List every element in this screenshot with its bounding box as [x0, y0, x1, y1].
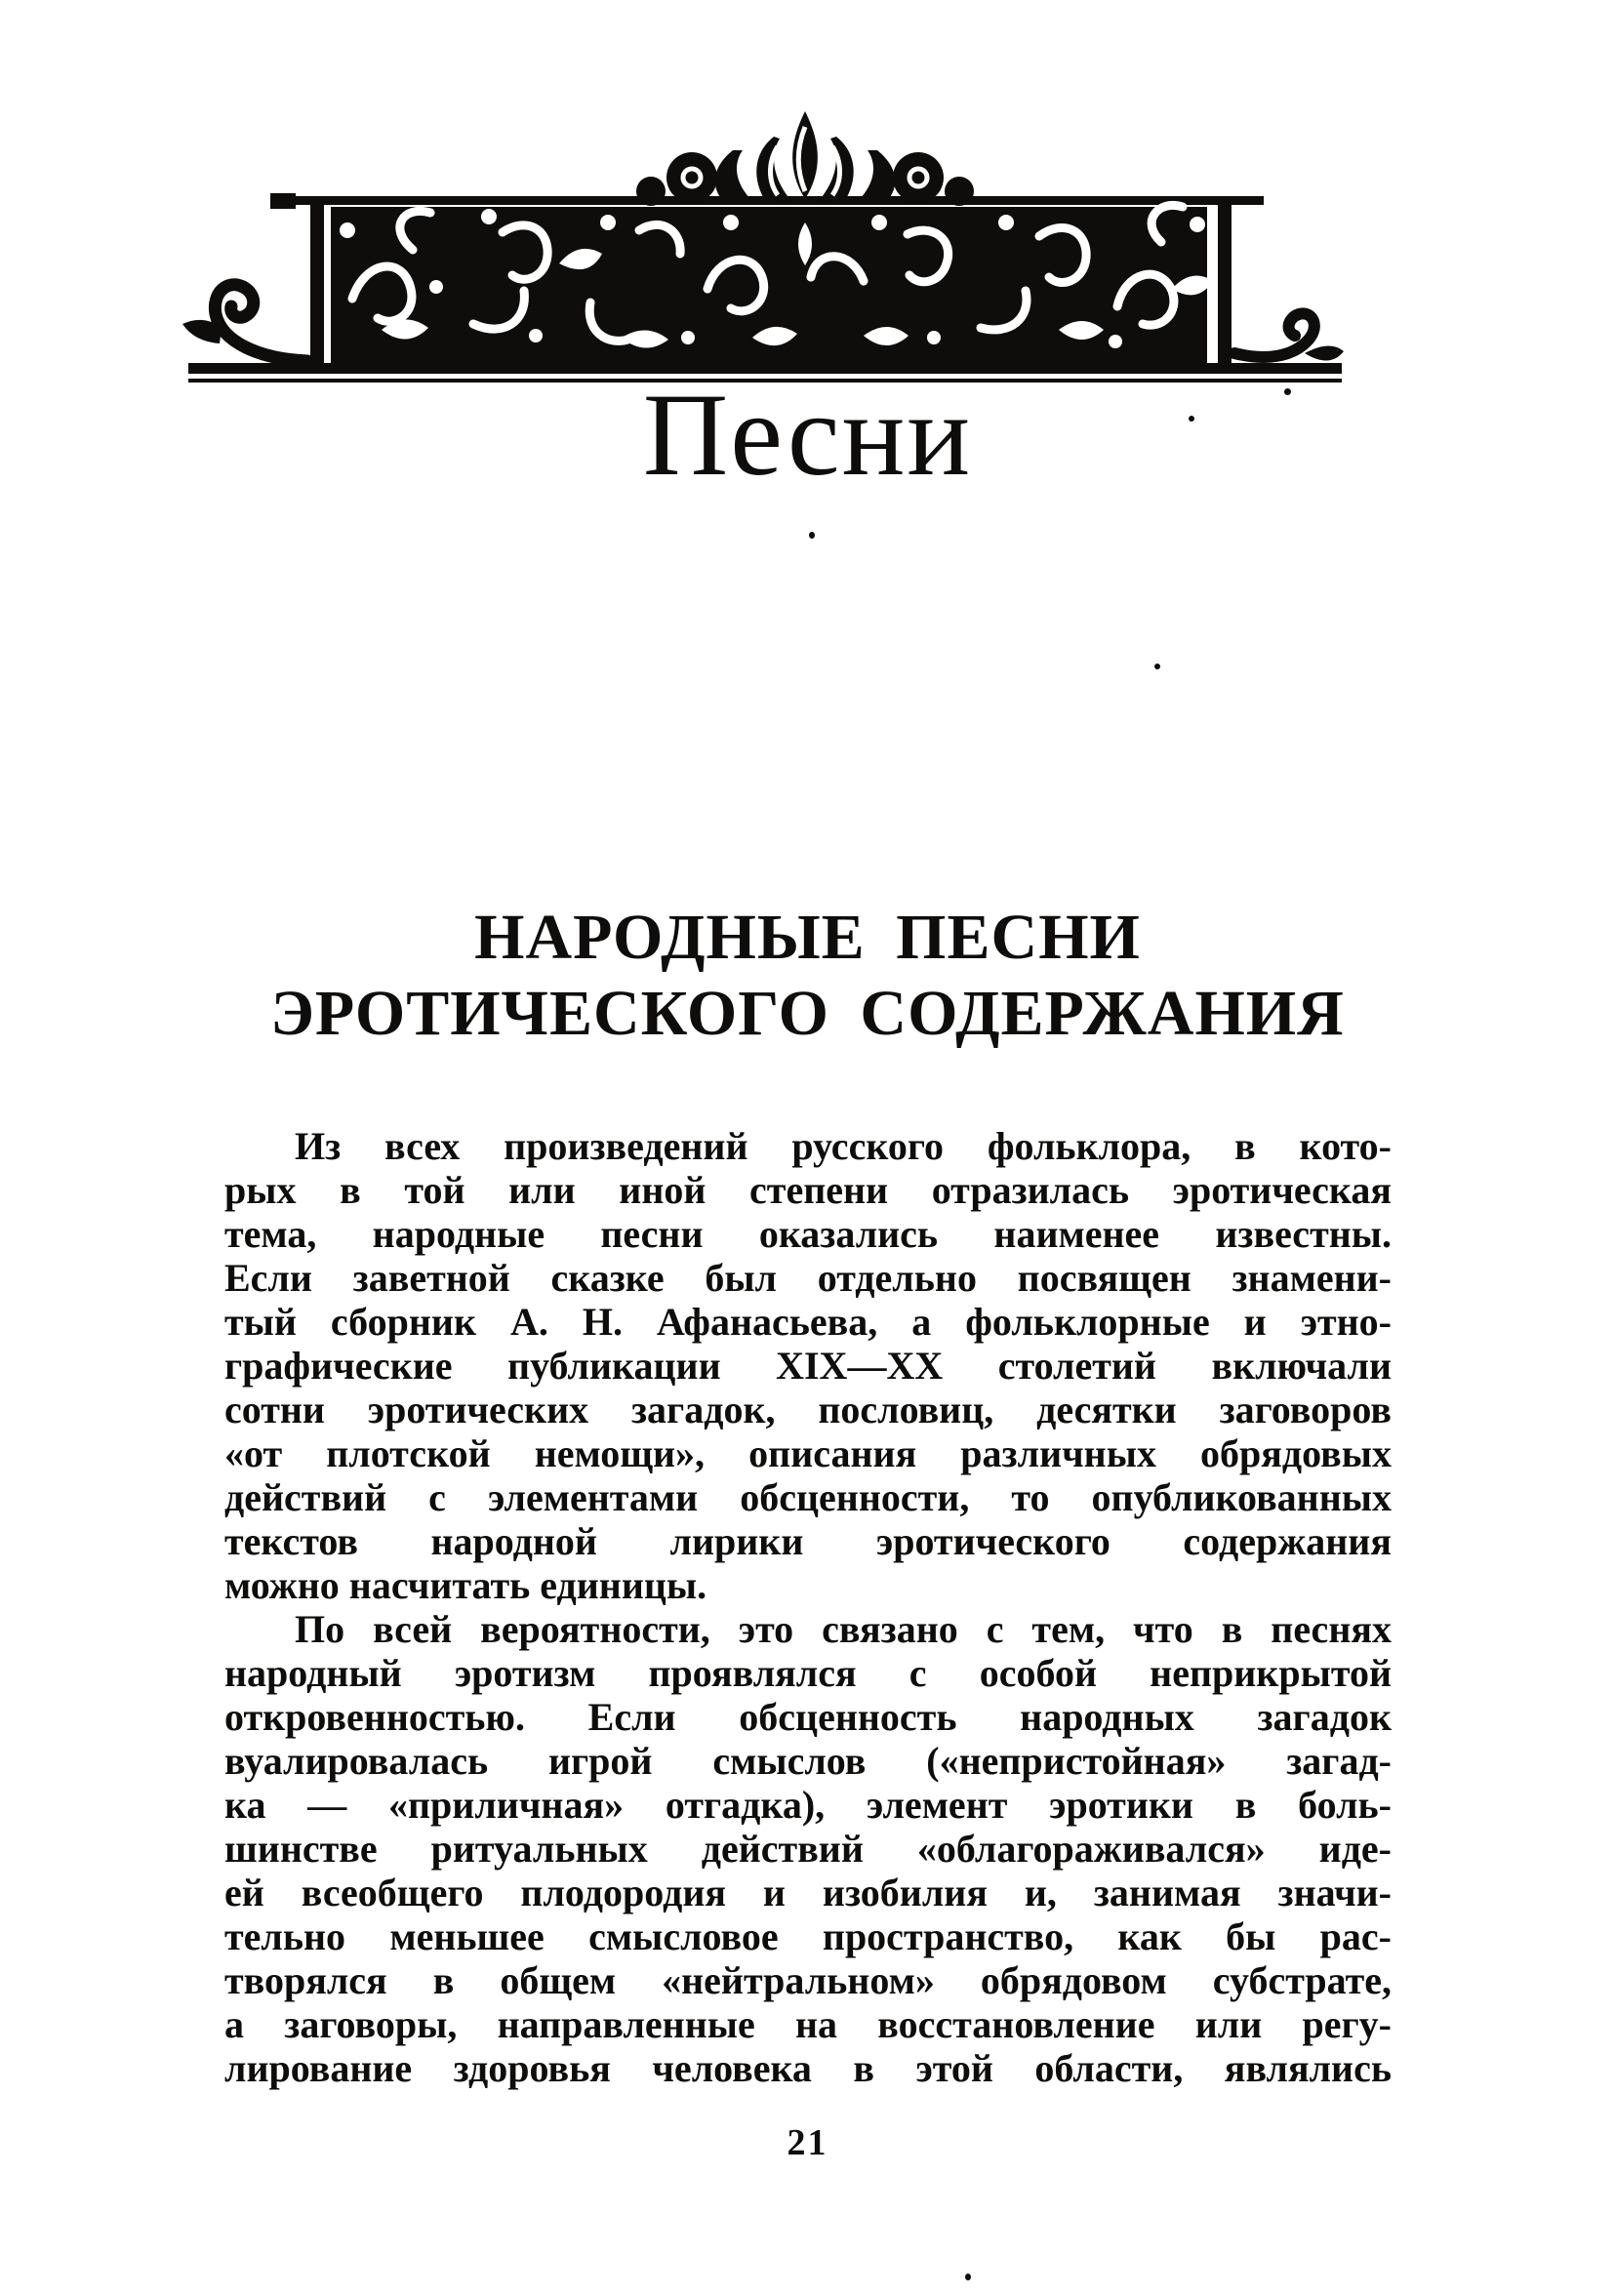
- body-line: Если заветной сказке был отдельно посвящен знамени-: [224, 1256, 1392, 1300]
- body-line: сотни эротических загадок, пословиц, десятки заговоров: [224, 1388, 1392, 1431]
- body-line: шинстве ритуальных действий «облагораживался» иде-: [224, 1827, 1392, 1871]
- body-line: По всей вероятности, это связано с тем, что в песнях: [295, 1607, 1392, 1651]
- body-line: вуалировалась игрой смыслов («непристойная» загад-: [224, 1739, 1392, 1783]
- scan-speck: [965, 2274, 971, 2280]
- body-text: [224, 1124, 1392, 2090]
- body-line: тельно меньшее смысловое пространство, как бы рас-: [224, 1914, 1392, 1958]
- body-line: ей всеобщего плодородия и изобилия и, занимая значи-: [224, 1871, 1392, 1914]
- body-line: можно насчитать единицы.: [224, 1563, 707, 1607]
- body-line: тый сборник А. Н. Афанасьева, а фольклорные и этно-: [224, 1300, 1392, 1344]
- body-line: народный эротизм проявлялся с особой неприкрытой: [224, 1651, 1392, 1695]
- scan-speck: [809, 532, 815, 539]
- body-line: графические публикации XIX—XX столетий включали: [224, 1344, 1392, 1388]
- scan-speck: [1284, 388, 1291, 395]
- body-line: тема, народные песни оказались наименее известны.: [224, 1212, 1392, 1256]
- body-line: лирование здоровья человека в этой области, являлись: [224, 2046, 1392, 2090]
- floral-headpiece-ornament: [181, 98, 1347, 383]
- page-number: 21: [787, 2122, 828, 2163]
- body-line: а заговоры, направленные на восстановление или регу-: [224, 2002, 1392, 2046]
- scan-speck: [1154, 664, 1160, 669]
- body-line: «от плотской немощи», описания различных обрядовых: [224, 1431, 1392, 1475]
- body-line: откровенностью. Если обсценность народных загадок: [224, 1695, 1392, 1739]
- chapter-heading-line1: НАРОДНЫЕ ПЕСНИ: [474, 902, 1141, 973]
- body-line: действий с элементами обсценности, то опубликованных: [224, 1475, 1392, 1519]
- chapter-heading: [0, 900, 1615, 1052]
- chapter-heading-line2: ЭРОТИЧЕСКОГО СОДЕРЖАНИЯ: [270, 978, 1345, 1049]
- body-line: рых в той или иной степени отразилась эротическая: [224, 1168, 1392, 1212]
- section-title: Песни: [642, 370, 973, 501]
- body-line: творялся в общем «нейтральном» обрядовом субстрате,: [224, 1958, 1392, 2002]
- body-line: Из всех произведений русского фольклора, в кото-: [295, 1124, 1392, 1168]
- body-line: ка — «приличная» отгадка), элемент эротики в боль-: [224, 1783, 1392, 1827]
- scan-speck: [1189, 416, 1194, 422]
- body-line: текстов народной лирики эротического содержания: [224, 1519, 1392, 1563]
